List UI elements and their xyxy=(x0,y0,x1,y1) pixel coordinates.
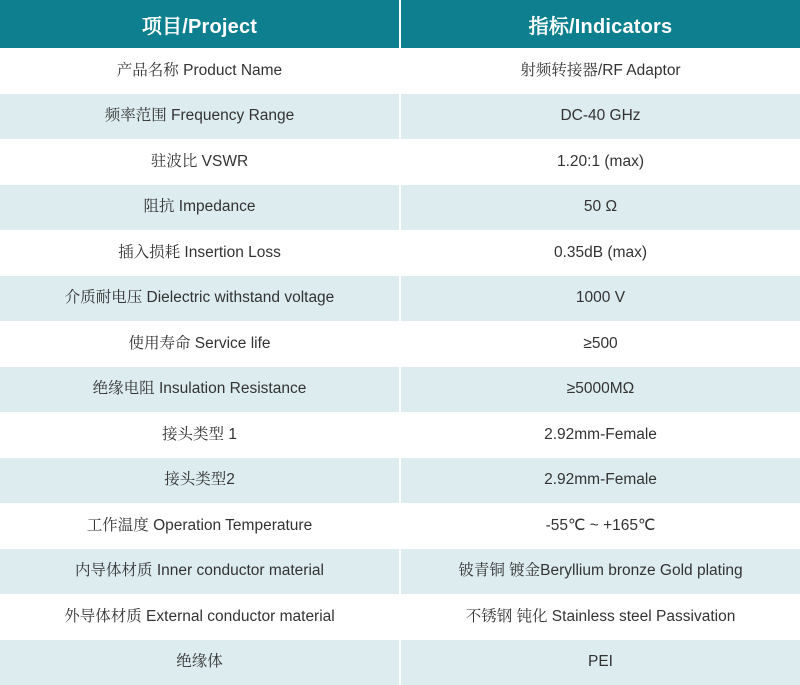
cell-project: 频率范围 Frequency Range xyxy=(0,94,400,140)
cell-indicator: 2.92mm-Female xyxy=(400,412,800,458)
cell-project: 绝缘体 xyxy=(0,640,400,685)
column-header-indicators: 指标/Indicators xyxy=(400,0,800,48)
cell-indicator: 1000 V xyxy=(400,276,800,322)
table-row xyxy=(0,321,800,367)
cell-project: 产品名称 Product Name xyxy=(0,48,400,94)
cell-indicator: 铍青铜 镀金Beryllium bronze Gold plating xyxy=(400,549,800,595)
cell-project: 介质耐电压 Dielectric withstand voltage xyxy=(0,276,400,322)
table-row xyxy=(0,503,800,549)
cell-indicator: ≥5000MΩ xyxy=(400,367,800,413)
cell-project: 使用寿命 Service life xyxy=(0,321,400,367)
cell-project: 工作温度 Operation Temperature xyxy=(0,503,400,549)
cell-project: 接头类型2 xyxy=(0,458,400,504)
cell-indicator: 1.20:1 (max) xyxy=(400,139,800,185)
cell-project: 外导体材质 External conductor material xyxy=(0,594,400,640)
cell-project: 插入损耗 Insertion Loss xyxy=(0,230,400,276)
table-row xyxy=(0,594,800,640)
table-header-row xyxy=(0,0,800,48)
table-row xyxy=(0,139,800,185)
table-row xyxy=(0,412,800,458)
table-row xyxy=(0,458,800,504)
cell-indicator: 50 Ω xyxy=(400,185,800,231)
cell-indicator: ≥500 xyxy=(400,321,800,367)
cell-project: 绝缘电阻 Insulation Resistance xyxy=(0,367,400,413)
table-body xyxy=(0,48,800,685)
table-row xyxy=(0,94,800,140)
table-row xyxy=(0,185,800,231)
table-row xyxy=(0,549,800,595)
cell-indicator: PEI xyxy=(400,640,800,685)
table-row xyxy=(0,230,800,276)
table-row xyxy=(0,48,800,94)
table-row xyxy=(0,640,800,685)
cell-project: 内导体材质 Inner conductor material xyxy=(0,549,400,595)
cell-indicator: 射频转接器/RF Adaptor xyxy=(400,48,800,94)
column-header-project: 项目/Project xyxy=(0,0,400,48)
cell-project: 接头类型 1 xyxy=(0,412,400,458)
table-row xyxy=(0,367,800,413)
cell-indicator: 0.35dB (max) xyxy=(400,230,800,276)
cell-indicator: 2.92mm-Female xyxy=(400,458,800,504)
table-row xyxy=(0,276,800,322)
cell-project: 驻波比 VSWR xyxy=(0,139,400,185)
table-header xyxy=(0,0,800,48)
cell-indicator: 不锈钢 钝化 Stainless steel Passivation xyxy=(400,594,800,640)
cell-indicator: DC-40 GHz xyxy=(400,94,800,140)
cell-indicator: -55℃ ~ +165℃ xyxy=(400,503,800,549)
cell-project: 阻抗 Impedance xyxy=(0,185,400,231)
